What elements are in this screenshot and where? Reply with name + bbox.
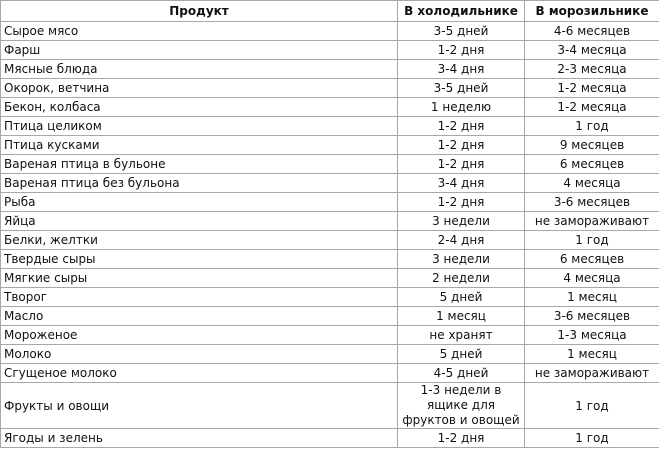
fridge-cell: 3 недели: [398, 212, 525, 231]
fridge-cell: 1-2 дня: [398, 41, 525, 60]
freezer-cell: не замораживают: [525, 212, 659, 231]
freezer-cell: 1-2 месяца: [525, 98, 659, 117]
product-cell: Птица кусками: [1, 136, 398, 155]
product-cell: Яйца: [1, 212, 398, 231]
column-header-product: Продукт: [1, 1, 398, 22]
fridge-cell: 1-2 дня: [398, 193, 525, 212]
freezer-cell: 1-2 месяца: [525, 79, 659, 98]
product-cell: Вареная птица без бульона: [1, 174, 398, 193]
fridge-cell: 1-2 дня: [398, 117, 525, 136]
freezer-cell: 3-6 месяцев: [525, 307, 659, 326]
freezer-cell: 1 месяц: [525, 288, 659, 307]
freezer-cell: 4 месяца: [525, 269, 659, 288]
fridge-cell: не хранят: [398, 326, 525, 345]
fridge-cell: 2-4 дня: [398, 231, 525, 250]
freezer-cell: 2-3 месяца: [525, 60, 659, 79]
table-row: [1, 60, 659, 79]
table-row: [1, 326, 659, 345]
table-row: [1, 269, 659, 288]
table-row: [1, 383, 659, 429]
product-cell: Мягкие сыры: [1, 269, 398, 288]
table-row: [1, 212, 659, 231]
product-cell: Мороженое: [1, 326, 398, 345]
freezer-cell: 1 год: [525, 429, 659, 448]
freezer-cell: 1 месяц: [525, 345, 659, 364]
fridge-cell: 1-3 недели в ящике для фруктов и овощей: [398, 383, 525, 429]
column-header-fridge: В холодильнике: [398, 1, 525, 22]
column-header-freezer: В морозильнике: [525, 1, 659, 22]
product-cell: Ягоды и зелень: [1, 429, 398, 448]
freezer-cell: 1 год: [525, 383, 659, 429]
freezer-cell: 1 год: [525, 117, 659, 136]
freezer-cell: 4 месяца: [525, 174, 659, 193]
freezer-cell: 9 месяцев: [525, 136, 659, 155]
table-row: [1, 98, 659, 117]
table-row: [1, 174, 659, 193]
table-row: [1, 155, 659, 174]
fridge-cell: 3-4 дня: [398, 174, 525, 193]
freezer-cell: 3-6 месяцев: [525, 193, 659, 212]
freezer-cell: не замораживают: [525, 364, 659, 383]
fridge-cell: 3 недели: [398, 250, 525, 269]
fridge-cell: 1-2 дня: [398, 136, 525, 155]
product-cell: Бекон, колбаса: [1, 98, 398, 117]
fridge-cell: 5 дней: [398, 288, 525, 307]
table-row: [1, 41, 659, 60]
table-row: [1, 429, 659, 448]
table-header-row: [1, 1, 659, 22]
product-cell: Молоко: [1, 345, 398, 364]
table-row: [1, 231, 659, 250]
fridge-cell: 3-5 дней: [398, 79, 525, 98]
table-row: [1, 193, 659, 212]
product-cell: Фрукты и овощи: [1, 383, 398, 429]
product-cell: Сырое мясо: [1, 22, 398, 41]
fridge-cell: 1-2 дня: [398, 429, 525, 448]
product-cell: Твердые сыры: [1, 250, 398, 269]
table-row: [1, 288, 659, 307]
fridge-cell: 4-5 дней: [398, 364, 525, 383]
fridge-cell: 1 месяц: [398, 307, 525, 326]
fridge-cell: 5 дней: [398, 345, 525, 364]
freezer-cell: 6 месяцев: [525, 155, 659, 174]
table-row: [1, 250, 659, 269]
product-cell: Вареная птица в бульоне: [1, 155, 398, 174]
freezer-cell: 4-6 месяцев: [525, 22, 659, 41]
product-cell: Птица целиком: [1, 117, 398, 136]
table-row: [1, 136, 659, 155]
table-row: [1, 307, 659, 326]
fridge-cell: 3-4 дня: [398, 60, 525, 79]
product-cell: Творог: [1, 288, 398, 307]
product-cell: Мясные блюда: [1, 60, 398, 79]
fridge-cell: 1-2 дня: [398, 155, 525, 174]
product-cell: Рыба: [1, 193, 398, 212]
fridge-cell: 1 неделю: [398, 98, 525, 117]
product-cell: Масло: [1, 307, 398, 326]
table-row: [1, 22, 659, 41]
freezer-cell: 1-3 месяца: [525, 326, 659, 345]
fridge-cell: 3-5 дней: [398, 22, 525, 41]
freezer-cell: 3-4 месяца: [525, 41, 659, 60]
table-row: [1, 364, 659, 383]
product-cell: Фарш: [1, 41, 398, 60]
table-row: [1, 345, 659, 364]
table-row: [1, 79, 659, 98]
product-cell: Окорок, ветчина: [1, 79, 398, 98]
product-cell: Белки, желтки: [1, 231, 398, 250]
freezer-cell: 1 год: [525, 231, 659, 250]
fridge-cell: 2 недели: [398, 269, 525, 288]
freezer-cell: 6 месяцев: [525, 250, 659, 269]
product-cell: Сгущеное молоко: [1, 364, 398, 383]
table-row: [1, 117, 659, 136]
